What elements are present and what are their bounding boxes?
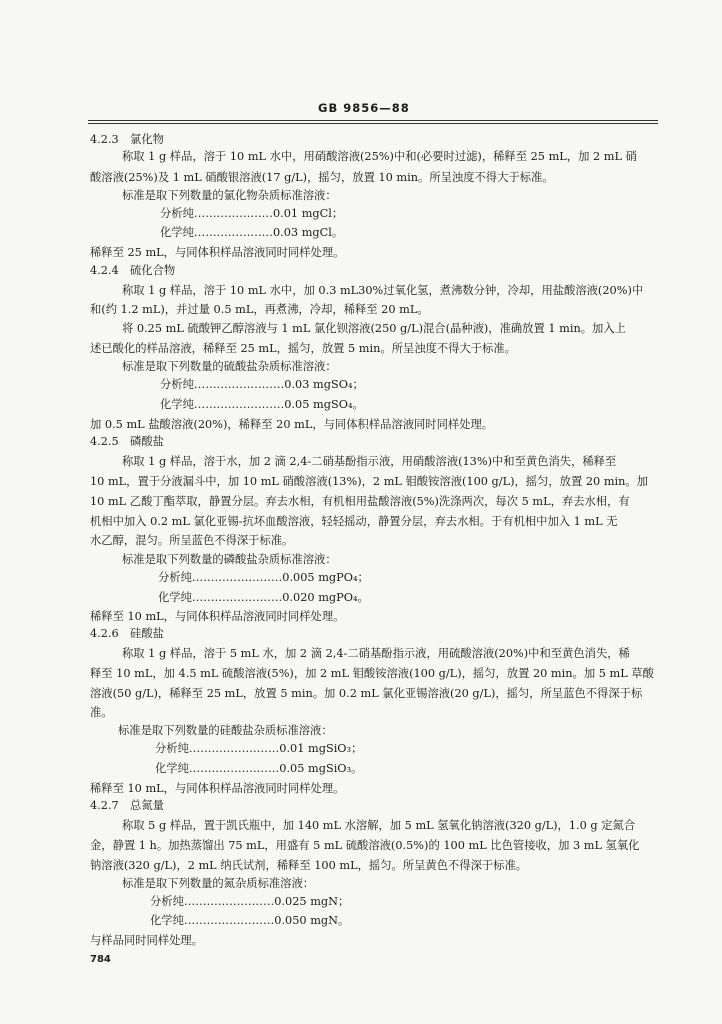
text-line: 称取 1 g 样品，溶于 5 mL 水，加 2 滴 2,4-二硝基酚指示液，用硫酸溶液(20%)中和至黄色消失，稀	[122, 647, 630, 660]
text-line: 化学纯……………………0.05 mgSiO₃。	[155, 762, 363, 775]
text-line: 分析纯……………………0.025 mgN；	[150, 895, 350, 908]
text-line: 金，静置 1 h。加热蒸馏出 75 mL，用盛有 5 mL 硫酸溶液(0.5%)的 100 mL 比色管接收，加 3 mL 氢氧化	[90, 839, 640, 852]
text-line: 标准是取下列数量的硫酸盐杂质标准溶液：	[122, 360, 337, 373]
text-line: 与样品同时同样处理。	[90, 934, 203, 947]
text-line: 化学纯…………………0.03 mgCl。	[160, 226, 344, 239]
text-line: 标准是取下列数量的磷酸盐杂质标准溶液：	[122, 553, 337, 566]
text-line: 加 0.5 mL 盐酸溶液(20%)，稀释至 20 mL，与同体积样品溶液同时同样处理。	[90, 418, 494, 431]
text-line: 10 mL 乙酸丁酯萃取，静置分层。弃去水相，有机相用盐酸溶液(5%)洗涤两次，每次 5 mL，弃去水相，有	[90, 495, 630, 508]
text-line: 机相中加入 0.2 mL 氯化亚锡-抗坏血酸溶液，轻轻摇动，静置分层，弃去水相。于有机相中加入 1 mL 无	[90, 515, 618, 528]
text-line: 释至 10 mL，加 4.5 mL 硫酸溶液(5%)，加 2 mL 钼酸铵溶液(100 g/L)，摇匀，放置 20 min。加 5 mL 草酸	[90, 667, 654, 680]
standard-code-header: GB 9856—88	[318, 101, 410, 115]
text-line: 4.2.4 硫化合物	[90, 264, 176, 277]
text-line: 标准是取下列数量的氮杂质标准溶液：	[122, 877, 315, 890]
text-line: 分析纯……………………0.03 mgSO₄；	[160, 378, 364, 391]
header-rule-secondary	[88, 123, 658, 124]
text-line: 化学纯……………………0.050 mgN。	[150, 914, 350, 927]
text-line: 酸溶液(25%)及 1 mL 硝酸银溶液(17 g/L)，摇匀，放置 10 min。所呈浊度不得大于标准。	[90, 171, 554, 184]
text-line: 化学纯……………………0.020 mgPO₄。	[158, 591, 369, 604]
text-line: 溶液(50 g/L)，稀释至 25 mL，放置 5 min。加 0.2 mL 氯化亚锡溶液(20 g/L)，摇匀，所呈蓝色不得深于标	[90, 687, 643, 700]
text-line: 稀释至 10 mL，与同体积样品溶液同时同样处理。	[90, 782, 345, 795]
text-line: 4.2.3 氯化物	[90, 133, 164, 146]
text-line: 稀释至 10 mL，与同体积样品溶液同时同样处理。	[90, 610, 345, 623]
text-line: 钠溶液(320 g/L)，2 mL 纳氏试剂，稀释至 100 mL，摇匀。所呈黄色不得深于标准。	[90, 859, 528, 872]
header-rule	[88, 120, 658, 121]
text-line: 标准是取下列数量的硅酸盐杂质标准溶液：	[118, 724, 333, 737]
text-line: 4.2.5 磷酸盐	[90, 435, 164, 448]
text-line: 将 0.25 mL 硫酸钾乙醇溶液与 1 mL 氯化钡溶液(250 g/L)混合(晶种液)，准确放置 1 min。加入上	[122, 322, 626, 335]
text-line: 称取 1 g 样品，溶于 10 mL 水中，用硝酸溶液(25%)中和(必要时过滤)，稀释至 25 mL，加 2 mL 硝	[122, 150, 637, 163]
text-line: 称取 1 g 样品，溶于水，加 2 滴 2,4-二硝基酚指示液，用硝酸溶液(13%)中和至黄色消失，稀释至	[122, 455, 617, 468]
text-line: 和(约 1.2 mL)，并过量 0.5 mL，再煮沸，冷却，稀释至 20 mL。	[90, 303, 429, 316]
text-line: 水乙醇，混匀。所呈蓝色不得深于标准。	[90, 534, 294, 547]
text-line: 分析纯……………………0.005 mgPO₄；	[158, 571, 369, 584]
text-line: 称取 5 g 样品，置于凯氏瓶中，加 140 mL 水溶解，加 5 mL 氢氧化钠溶液(320 g/L)，1.0 g 定氮合	[122, 819, 636, 832]
text-line: 标准是取下列数量的氯化物杂质标准溶液：	[122, 189, 337, 202]
text-line: 10 mL，置于分液漏斗中，加 10 mL 硝酸溶液(13%)，2 mL 钼酸铵溶液(100 g/L)，摇匀，放置 20 min。加	[90, 475, 649, 488]
text-line: 化学纯……………………0.05 mgSO₄。	[160, 398, 364, 411]
text-line: 稀释至 25 mL，与同体积样品溶液同时同样处理。	[90, 246, 345, 259]
page-number: 784	[90, 954, 111, 965]
text-line: 述已酸化的样品溶液，稀释至 25 mL，摇匀，放置 5 min。所呈浊度不得大于标准。	[90, 342, 516, 355]
text-line: 分析纯……………………0.01 mgSiO₃；	[155, 742, 363, 755]
text-line: 称取 1 g 样品，溶于 10 mL 水中，加 0.3 mL30%过氧化氢，煮沸数分钟，冷却，用盐酸溶液(20%)中	[122, 284, 644, 297]
text-line: 分析纯…………………0.01 mgCl；	[160, 207, 344, 220]
text-line: 4.2.6 硅酸盐	[90, 627, 164, 640]
text-line: 4.2.7 总氮量	[90, 799, 164, 812]
text-line: 准。	[90, 706, 113, 719]
